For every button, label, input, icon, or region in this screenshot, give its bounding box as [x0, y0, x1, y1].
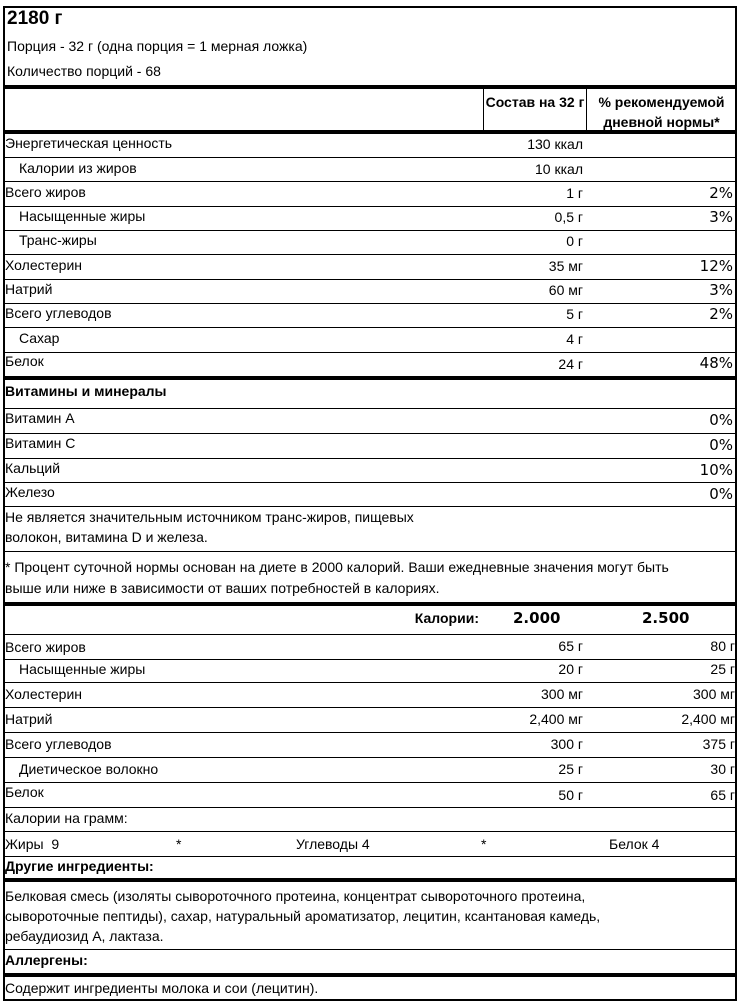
divider [5, 206, 735, 207]
nutrient-daily-value: 2% [709, 184, 733, 202]
ingredients-text: Белковая смесь (изоляты сывороточного протеина, концентрат сывороточного протеина, [5, 888, 586, 904]
vitamin-name: Железо [5, 484, 55, 500]
daily-name: Натрий [5, 711, 53, 727]
divider [5, 682, 735, 683]
nutrition-label [3, 6, 737, 1001]
per-gram-carbs: Углеводы 4 [296, 836, 370, 852]
divider [5, 551, 735, 552]
per-gram-fat: Жиры 9 [5, 836, 60, 852]
divider [5, 856, 735, 857]
divider [5, 482, 735, 483]
vitamin-name: Кальций [5, 460, 61, 476]
nutrient-daily-value: 3% [709, 208, 733, 226]
nutrient-name: Сахар [19, 330, 60, 346]
product-weight: 2180 г [7, 8, 63, 29]
nutrient-amount: 24 г [558, 356, 583, 372]
vitamin-name: Витамин С [5, 435, 76, 451]
divider [5, 707, 735, 708]
separator-star: * [481, 836, 487, 852]
divider [5, 973, 735, 977]
divider [5, 659, 735, 660]
daily-name: Всего жиров [5, 639, 86, 655]
divider [5, 732, 735, 733]
vitamin-daily-value: 0% [709, 411, 733, 429]
divider [5, 230, 735, 231]
vitamins-note: Не является значительным источником транс-жиров, пищевых [5, 509, 414, 525]
divider [5, 878, 735, 882]
nutrient-amount: 0 г [566, 233, 583, 249]
daily-value-2000: 65 г [558, 638, 583, 654]
daily-name: Диетическое волокно [19, 761, 159, 777]
divider [5, 602, 735, 606]
vitamin-daily-value: 0% [709, 485, 733, 503]
nutrient-name: Всего углеводов [5, 305, 112, 321]
vitamin-daily-value: 10% [699, 461, 733, 479]
nutrient-name: Натрий [5, 281, 53, 297]
divider [5, 433, 735, 434]
nutrient-amount: 130 ккал [527, 136, 583, 152]
nutrient-amount: 0,5 г [554, 209, 583, 225]
nutrient-name: Насыщенные жиры [19, 208, 146, 224]
footnote: * Процент суточной нормы основан на диете в 2000 калорий. Ваши ежедневные значения могут быть [5, 559, 669, 575]
nutrient-amount: 10 ккал [535, 161, 583, 177]
nutrient-name: Белок [5, 353, 44, 369]
nutrient-name: Холестерин [5, 257, 82, 273]
nutrient-daily-value: 48% [699, 354, 733, 372]
divider [5, 782, 735, 783]
servings-count: Количество порций - 68 [7, 63, 161, 79]
divider [5, 130, 735, 134]
divider [5, 157, 735, 158]
daily-name: Холестерин [5, 686, 82, 702]
daily-value-2000: 2,400 мг [529, 711, 583, 727]
column-header-daily-value: % рекомендуемой дневной нормы* [598, 94, 725, 130]
vitamin-name: Витамин А [5, 410, 75, 426]
daily-value-2500: 80 г [710, 638, 735, 654]
nutrient-daily-value: 2% [709, 305, 733, 323]
nutrient-amount: 35 мг [548, 258, 583, 274]
divider [5, 831, 735, 832]
divider [5, 181, 735, 182]
vitamins-note: волокон, витамина D и железа. [5, 529, 208, 545]
per-gram-title: Калории на грамм: [5, 810, 128, 826]
daily-value-2500: 2,400 мг [681, 711, 735, 727]
divider [5, 634, 735, 635]
ingredients-title: Другие ингредиенты: [5, 858, 154, 874]
nutrient-daily-value: 12% [699, 257, 733, 275]
per-gram-protein: Белок 4 [609, 836, 660, 852]
nutrient-daily-value: 3% [709, 281, 733, 299]
footnote: выше или ниже в зависимости от ваших потребностей в калориях. [5, 580, 440, 596]
daily-value-2500: 300 мг [693, 686, 735, 702]
daily-value-2000: 20 г [558, 661, 583, 677]
nutrient-amount: 5 г [566, 306, 583, 322]
separator-star: * [176, 836, 182, 852]
divider [5, 807, 735, 808]
daily-value-2000: 300 г [550, 736, 583, 752]
daily-value-2500: 65 г [710, 787, 735, 803]
divider [586, 89, 587, 131]
divider [5, 949, 735, 950]
column-header-amount: Состав на 32 г [485, 94, 585, 110]
nutrient-name: Энергетическая ценность [5, 135, 173, 151]
calories-2500: 2.500 [642, 609, 690, 627]
divider [5, 757, 735, 758]
divider [5, 303, 735, 304]
daily-value-2000: 25 г [558, 761, 583, 777]
daily-value-2000: 50 г [558, 787, 583, 803]
divider [5, 327, 735, 328]
divider [5, 458, 735, 459]
calories-2000: 2.000 [513, 609, 561, 627]
allergens-text: Содержит ингредиенты молока и сои (лецитин). [5, 980, 319, 996]
calories-label: Калории: [414, 610, 479, 626]
ingredients-text: сывороточные пептиды), сахар, натуральный ароматизатор, лецитин, ксантановая камедь, [5, 908, 601, 924]
daily-value-2500: 375 г [702, 736, 735, 752]
serving-size: Порция - 32 г (одна порция = 1 мерная ложка) [7, 38, 308, 54]
divider [5, 376, 735, 380]
divider [5, 408, 735, 409]
ingredients-text: ребаудиозид А, лактаза. [5, 928, 164, 944]
divider [5, 352, 735, 353]
daily-value-2500: 25 г [710, 661, 735, 677]
nutrient-amount: 4 г [566, 331, 583, 347]
divider [5, 279, 735, 280]
daily-value-2000: 300 мг [541, 686, 583, 702]
nutrient-amount: 60 мг [548, 282, 583, 298]
divider [483, 89, 484, 131]
daily-value-2500: 30 г [710, 761, 735, 777]
nutrient-name: Калории из жиров [19, 160, 137, 176]
nutrient-name: Транс-жиры [19, 232, 97, 248]
allergens-title: Аллергены: [5, 952, 88, 968]
vitamin-daily-value: 0% [709, 436, 733, 454]
vitamins-title: Витамины и минералы [5, 383, 167, 399]
divider [5, 85, 735, 89]
nutrient-amount: 1 г [566, 185, 583, 201]
divider [5, 254, 735, 255]
nutrient-name: Всего жиров [5, 184, 86, 200]
daily-name: Насыщенные жиры [19, 661, 146, 677]
daily-name: Всего углеводов [5, 736, 112, 752]
daily-name: Белок [5, 784, 44, 800]
divider [5, 506, 735, 507]
